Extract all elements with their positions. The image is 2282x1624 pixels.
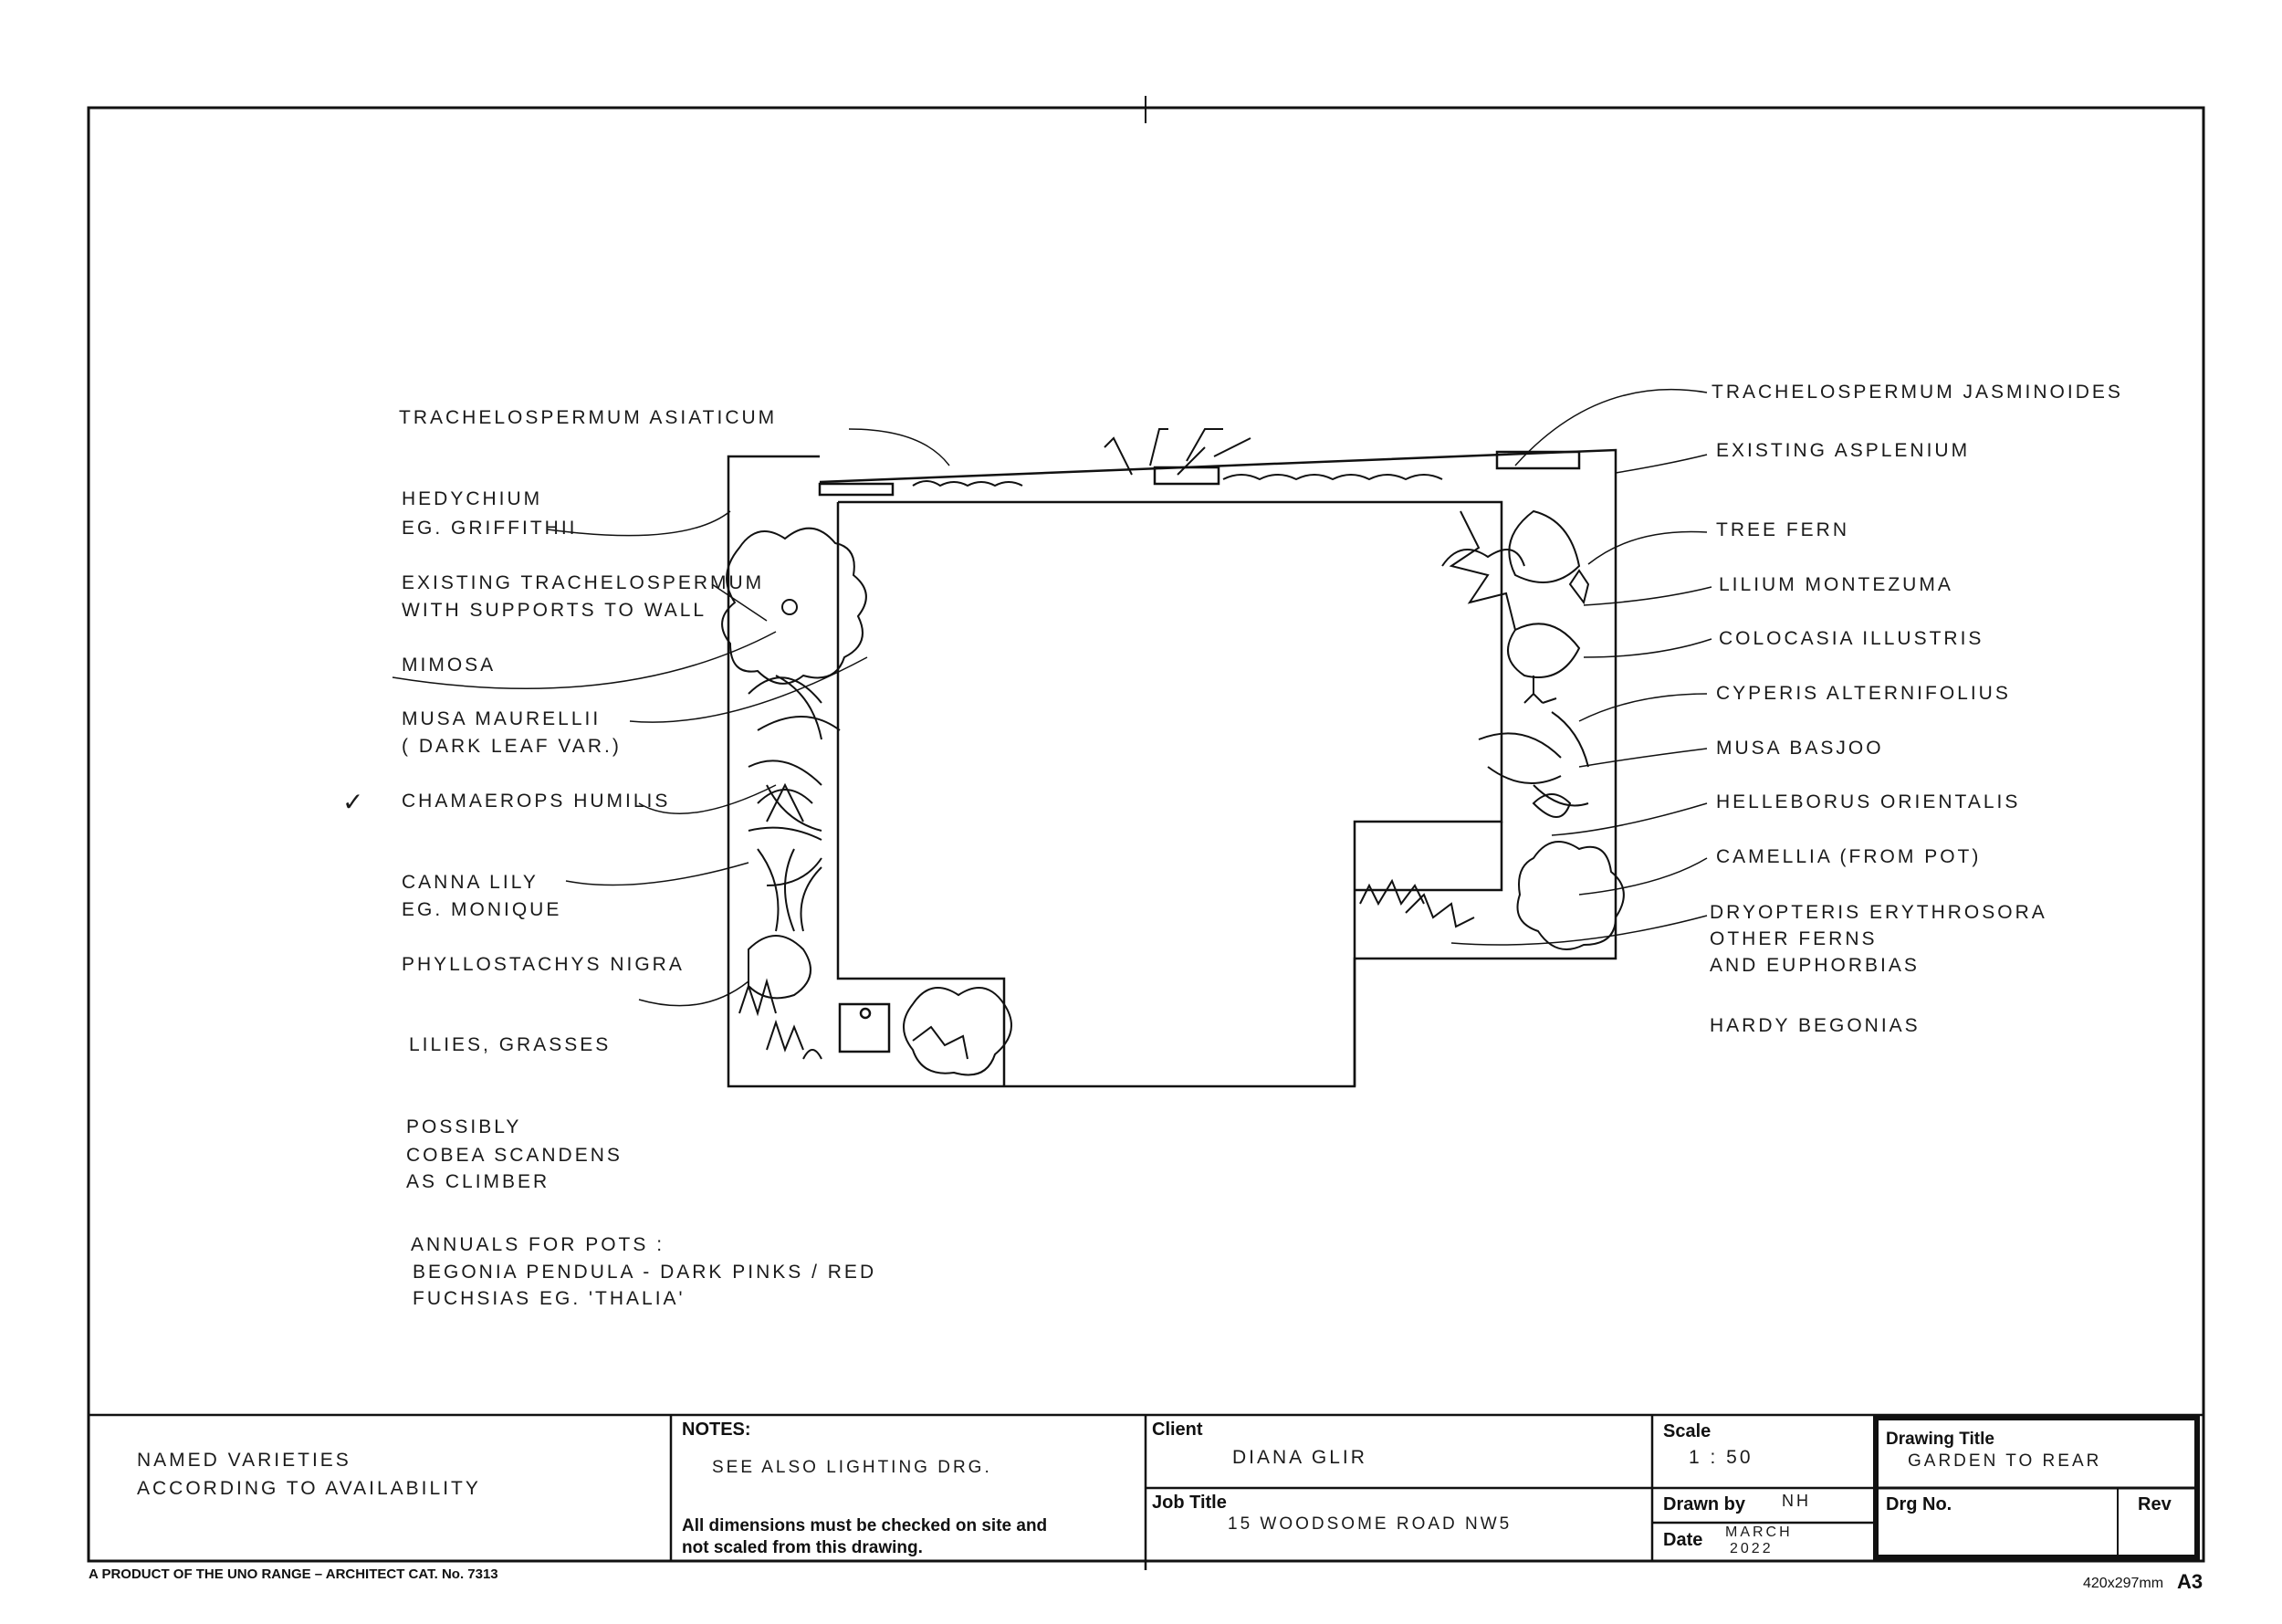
canna xyxy=(758,849,822,931)
lilium xyxy=(1570,571,1588,602)
label-lilies-grasses: LILIES, GRASSES xyxy=(409,1034,612,1055)
lawn-outline xyxy=(838,502,1502,1086)
cyperus xyxy=(1524,676,1556,703)
label-tree-fern: TREE FERN xyxy=(1716,519,1850,540)
notes-dimensions-1: All dimensions must be checked on site and xyxy=(682,1516,1048,1535)
check-mark: ✓ xyxy=(342,788,367,816)
lower-shrubs xyxy=(904,988,1011,1075)
notes-dimensions-2: not scaled from this drawing. xyxy=(682,1538,923,1557)
label-annuals-for-pots: ANNUALS FOR POTS : xyxy=(411,1234,665,1255)
top-planter xyxy=(1155,467,1219,484)
label-dryopteris-erythrosora: DRYOPTERIS ERYTHROSORA xyxy=(1710,902,2047,923)
label-supports-to-wall: WITH SUPPORTS TO WALL xyxy=(402,600,707,621)
note-named-varieties: NAMED VARIETIES xyxy=(137,1450,351,1471)
notes-header: NOTES: xyxy=(682,1420,751,1440)
job-title-label: Job Title xyxy=(1152,1493,1227,1513)
garden-plan xyxy=(728,450,1616,1086)
label-canna-lily: CANNA LILY xyxy=(402,872,539,893)
leader-lines xyxy=(393,390,1712,1006)
label-existing-trachelospermum: EXISTING TRACHELOSPERMUM xyxy=(402,572,765,593)
grasses xyxy=(739,981,822,1059)
job-title-value: 15 WOODSOME ROAD NW5 xyxy=(1228,1514,1513,1534)
label-fuchsias: FUCHSIAS EG. 'THALIA' xyxy=(413,1288,686,1309)
label-camellia: CAMELLIA (FROM POT) xyxy=(1716,846,1982,867)
label-phyllostachys-nigra: PHYLLOSTACHYS NIGRA xyxy=(402,954,685,975)
label-cyperis-alternifolius: CYPERIS ALTERNIFOLIUS xyxy=(1716,683,2011,704)
dryopteris xyxy=(1360,881,1474,927)
label-possibly: POSSIBLY xyxy=(406,1116,522,1137)
colocasia-2 xyxy=(1508,623,1579,677)
label-mimosa: MIMOSA xyxy=(402,655,497,676)
label-musa-maurellii: MUSA MAURELLII xyxy=(402,708,602,729)
bamboo xyxy=(748,936,811,998)
drawn-by-value: NH xyxy=(1782,1492,1811,1510)
garden-outer-boundary xyxy=(728,450,1616,1086)
date-label: Date xyxy=(1663,1530,1703,1550)
label-hedychium-variety: EG. GRIFFITHII xyxy=(402,518,578,539)
label-trachelospermum-jasminoides: TRACHELOSPERMUM JASMINOIDES xyxy=(1712,382,2123,403)
drawing-title-value: GARDEN TO REAR xyxy=(1908,1451,2102,1471)
label-dark-leaf-var: ( DARK LEAF VAR.) xyxy=(402,736,622,757)
label-existing-asplenium: EXISTING ASPLENIUM xyxy=(1716,440,1971,461)
notes-lighting: SEE ALSO LIGHTING DRG. xyxy=(712,1458,992,1477)
label-other-ferns: OTHER FERNS xyxy=(1710,928,1878,949)
label-lilium-montezuma: LILIUM MONTEZUMA xyxy=(1719,574,1953,595)
label-and-euphorbias: AND EUPHORBIAS xyxy=(1710,955,1920,976)
bed-lower-right xyxy=(1355,822,1502,890)
date-value-month: MARCH xyxy=(1725,1524,1793,1540)
label-begonia-pendula: BEGONIA PENDULA - DARK PINKS / RED xyxy=(413,1262,877,1283)
label-colocasia-illustris: COLOCASIA ILLUSTRIS xyxy=(1719,628,1984,649)
drawing-title-label: Drawing Title xyxy=(1886,1430,1994,1449)
pot-circle xyxy=(861,1009,870,1018)
drg-no-label: Drg No. xyxy=(1886,1494,1952,1514)
label-trachelospermum-asiaticum: TRACHELOSPERMUM ASIATICUM xyxy=(399,407,778,428)
date-value-year: 2022 xyxy=(1730,1541,1774,1556)
scale-label: Scale xyxy=(1663,1421,1712,1441)
label-canna-variety: EG. MONIQUE xyxy=(402,899,562,920)
camellia xyxy=(1518,842,1624,949)
musa-basjoo xyxy=(1479,712,1588,806)
note-according-to-availability: ACCORDING TO AVAILABILITY xyxy=(137,1478,481,1499)
label-cobea-scandens: COBEA SCANDENS xyxy=(406,1145,623,1166)
label-as-climber: AS CLIMBER xyxy=(406,1171,550,1192)
helleborus xyxy=(1534,794,1570,817)
tree-fern xyxy=(1442,511,1524,630)
label-hedychium: HEDYCHIUM xyxy=(402,488,543,509)
product-footer: A PRODUCT OF THE UNO RANGE – ARCHITECT CAT. No. 7313 xyxy=(89,1566,498,1582)
rev-label: Rev xyxy=(2138,1494,2172,1514)
musa-leaves xyxy=(748,676,840,831)
label-helleborus-orientalis: HELLEBORUS ORIENTALIS xyxy=(1716,791,2021,812)
label-hardy-begonias: HARDY BEGONIAS xyxy=(1710,1015,1921,1036)
label-musa-basjoo: MUSA BASJOO xyxy=(1716,738,1884,759)
client-value: DIANA GLIR xyxy=(1232,1447,1367,1468)
sheet-size: 420x297mm xyxy=(2083,1576,2164,1591)
sheet-format: A3 xyxy=(2177,1570,2203,1593)
top-trellis xyxy=(820,484,893,495)
pot-square xyxy=(840,1004,889,1052)
label-chamaerops-humilis: CHAMAEROPS HUMILIS xyxy=(402,791,671,812)
scale-value: 1 : 50 xyxy=(1689,1447,1753,1468)
client-label: Client xyxy=(1152,1420,1203,1440)
mimosa-tree xyxy=(782,600,797,614)
sheet-border xyxy=(89,108,2203,1561)
colocasia xyxy=(1509,511,1579,582)
drawn-by-label: Drawn by xyxy=(1663,1494,1746,1514)
